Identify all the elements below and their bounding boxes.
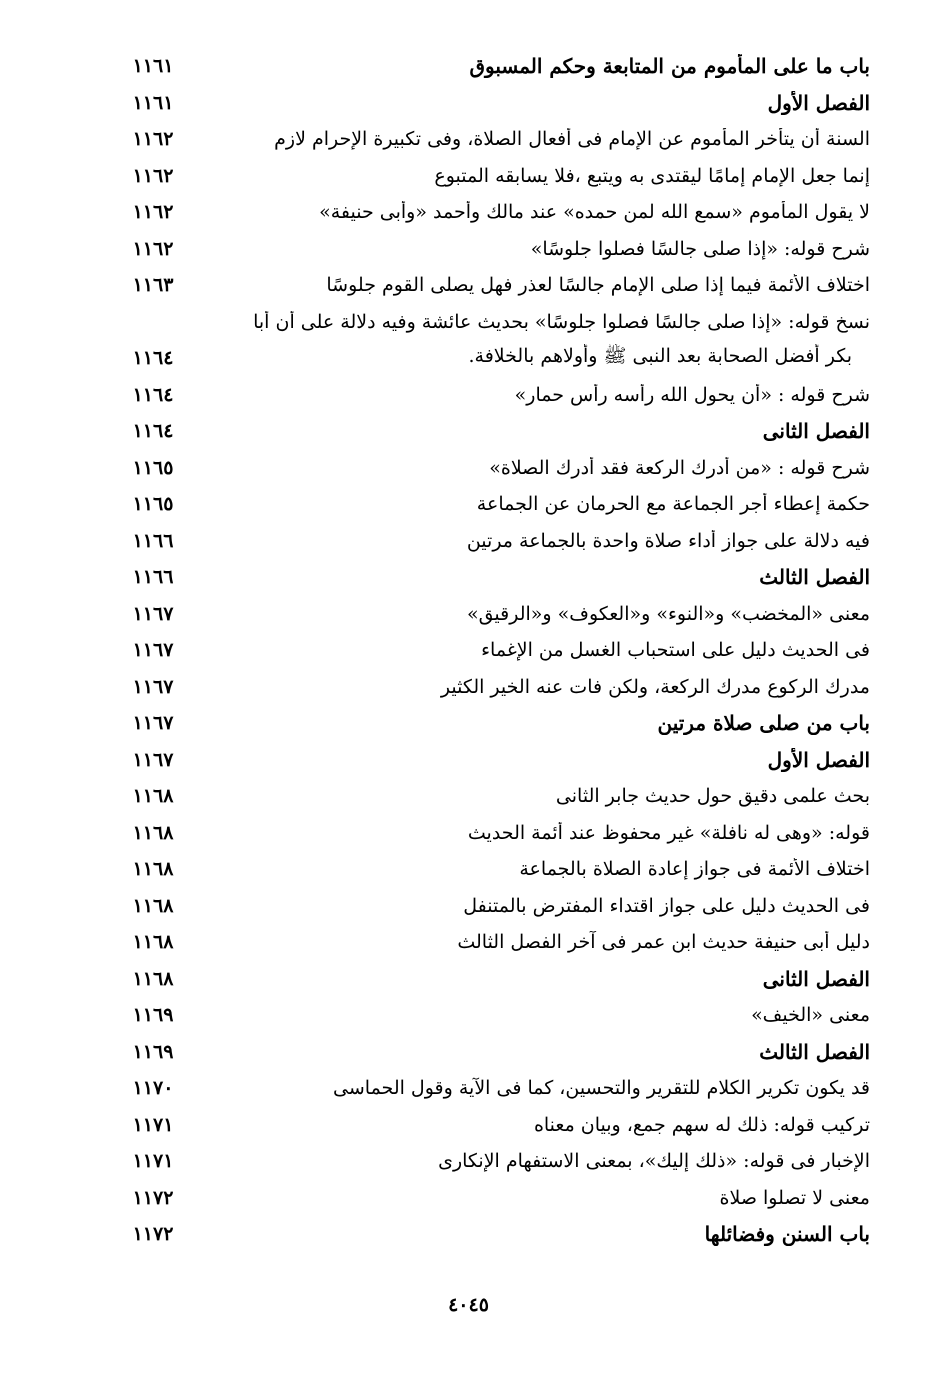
toc-entry-row xyxy=(118,267,870,304)
toc-heading-row xyxy=(118,48,870,85)
toc-entry-row xyxy=(118,377,870,414)
toc-page-number: ١١٦٥ xyxy=(132,456,174,479)
toc-entry-text: فى الحديث دليل على استحباب الغسل من الإغماء xyxy=(481,639,870,662)
toc-page-number: ١١٦٩ xyxy=(132,1004,174,1027)
toc-entry-row xyxy=(118,340,870,377)
toc-entry-row xyxy=(118,596,870,633)
toc-entry-text: شرح قوله: «إذا صلى جالسًا فصلوا جلوسًا» xyxy=(530,237,870,260)
toc-page-number: ١١٦٤ xyxy=(132,347,174,370)
toc-page-number: ١١٦٢ xyxy=(132,128,174,151)
toc-entry-row xyxy=(118,851,870,888)
toc-entry-text: شرح قوله : «أن يحول الله رأسه رأس حمار» xyxy=(514,383,870,406)
toc-entry-text: معنى «الخيف» xyxy=(751,1004,870,1027)
toc-page-number: ١١٦٧ xyxy=(132,748,174,771)
toc-entry-text: قوله: «وهى له نافلة» غير محفوظ عند أئمة الحديث xyxy=(467,821,870,844)
toc-entry-row xyxy=(118,888,870,925)
toc-heading-text: الفصل الثالث xyxy=(759,1039,870,1064)
toc-page-number: ١١٦٤ xyxy=(132,420,174,443)
toc-entry-row xyxy=(118,1107,870,1144)
toc-page-number: ١١٦٢ xyxy=(132,164,174,187)
toc-entry-text: حكمة إعطاء أجر الجماعة مع الحرمان عن الجماعة xyxy=(476,493,870,516)
toc-entry-row xyxy=(118,1180,870,1217)
page-number: ٤٠٤٥ xyxy=(448,1294,489,1316)
toc-entry-text: معنى «المخضب» و«النوء» و«العكوف» و«الرقيق» xyxy=(466,602,870,625)
toc-page-number: ١١٦٥ xyxy=(132,493,174,516)
toc-entry-row xyxy=(118,815,870,852)
toc-page-number: ١١٦٧ xyxy=(132,602,174,625)
toc-entry-text: بحث علمى دقيق حول حديث جابر الثانى xyxy=(555,785,870,808)
toc-page-number: ١١٦٨ xyxy=(132,821,174,844)
toc-entry-row xyxy=(118,778,870,815)
toc-entry-row xyxy=(118,158,870,195)
toc-entry-text: نسخ قوله: «إذا صلى جالسًا فصلوا جلوسًا» بحديث عائشة وفيه دلالة على أن أبا xyxy=(253,310,870,333)
toc-page-number: ١١٧٠ xyxy=(132,1077,174,1100)
toc-entry-row xyxy=(118,632,870,669)
toc-entry-text: قد يكون تكرير الكلام للتقرير والتحسين، كما فى الآية وقول الحماسى xyxy=(333,1077,870,1100)
toc-heading-text: باب ما على المأموم من المتابعة وحكم المسبوق xyxy=(469,54,870,79)
toc-page-number: ١١٦٧ xyxy=(132,712,174,735)
toc-heading-text: الفصل الثانى xyxy=(762,966,870,991)
toc-heading-text: الفصل الثالث xyxy=(759,565,870,590)
toc-entry-row xyxy=(118,669,870,706)
toc-page-number: ١١٦٣ xyxy=(132,274,174,297)
toc-page-number: ١١٧٢ xyxy=(132,1186,174,1209)
toc-page-number: ١١٦٨ xyxy=(132,894,174,917)
toc-entry-row xyxy=(118,924,870,961)
toc-heading-row xyxy=(118,85,870,122)
toc-page-number: ١١٧٢ xyxy=(132,1223,174,1246)
toc-heading-text: الفصل الأول xyxy=(767,747,870,772)
table-of-contents xyxy=(118,48,870,1253)
toc-page-number: ١١٧١ xyxy=(132,1150,174,1173)
toc-heading-text: باب من صلى صلاة مرتين xyxy=(657,711,870,736)
toc-heading-row xyxy=(118,705,870,742)
toc-entry-text: دليل أبى حنيفة حديث ابن عمر فى آخر الفصل الثالث xyxy=(457,931,870,954)
toc-page-number: ١١٦٨ xyxy=(132,858,174,881)
toc-entry-text: بكر أفضل الصحابة بعد النبى ﷺ وأولاهم بالخلافة. xyxy=(468,345,852,368)
toc-entry-text: الإخبار فى قوله: «ذلك إليك»، بمعنى الاستفهام الإنكارى xyxy=(438,1150,870,1173)
toc-entry-row xyxy=(118,304,870,341)
toc-entry-row xyxy=(118,486,870,523)
toc-entry-text: تركيب قوله: ذلك له سهم جمع، وبيان معناه xyxy=(533,1113,870,1136)
toc-entry-row xyxy=(118,997,870,1034)
toc-page-number: ١١٦٤ xyxy=(132,383,174,406)
toc-page-number: ١١٧١ xyxy=(132,1113,174,1136)
toc-page-number: ١١٦١ xyxy=(132,91,174,114)
toc-entry-text: إنما جعل الإمام إمامًا ليقتدى به ويتبع ،فلا يسابقه المتبوع xyxy=(434,164,870,187)
toc-entry-text: اختلاف الأئمة فى جواز إعادة الصلاة بالجماعة xyxy=(519,858,870,881)
toc-entry-row xyxy=(118,1070,870,1107)
toc-entry-row xyxy=(118,1143,870,1180)
toc-entry-row xyxy=(118,194,870,231)
toc-heading-row xyxy=(118,559,870,596)
toc-page-number: ١١٦٧ xyxy=(132,639,174,662)
toc-heading-row xyxy=(118,1216,870,1253)
toc-page-number: ١١٦١ xyxy=(132,55,174,78)
toc-entry-text: السنة أن يتأخر المأموم عن الإمام فى أفعال الصلاة، وفى تكبيرة الإحرام لازم xyxy=(274,128,870,151)
toc-entry-text: اختلاف الأئمة فيما إذا صلى الإمام جالسًا لعذر فهل يصلى القوم جلوسًا xyxy=(326,274,870,297)
toc-page-number: ١١٦٦ xyxy=(132,566,174,589)
toc-entry-text: مدرك الركوع مدرك الركعة، ولكن فات عنه الخير الكثير xyxy=(440,675,870,698)
toc-heading-row xyxy=(118,961,870,998)
toc-heading-row xyxy=(118,413,870,450)
toc-heading-row xyxy=(118,1034,870,1071)
toc-entry-text: لا يقول المأموم «سمع الله لمن حمده» عند مالك وأحمد «وأبى حنيفة» xyxy=(319,201,870,224)
toc-page-number: ١١٦٧ xyxy=(132,675,174,698)
toc-entry-row xyxy=(118,121,870,158)
toc-entry-row xyxy=(118,231,870,268)
toc-page-number: ١١٦٨ xyxy=(132,967,174,990)
toc-entry-text: فيه دلالة على جواز أداء صلاة واحدة بالجماعة مرتين xyxy=(466,529,870,552)
toc-page-number: ١١٦٩ xyxy=(132,1040,174,1063)
toc-entry-text: شرح قوله : «من أدرك الركعة فقد أدرك الصلاة» xyxy=(489,456,870,479)
toc-page-number: ١١٦٦ xyxy=(132,529,174,552)
toc-page-number: ١١٦٢ xyxy=(132,201,174,224)
toc-entry-row xyxy=(118,450,870,487)
toc-entry-row xyxy=(118,523,870,560)
toc-heading-text: الفصل الثانى xyxy=(762,419,870,444)
toc-heading-row xyxy=(118,742,870,779)
toc-heading-text: باب السنن وفضائلها xyxy=(704,1222,870,1247)
toc-page-number: ١١٦٨ xyxy=(132,931,174,954)
toc-page-number: ١١٦٢ xyxy=(132,237,174,260)
toc-entry-text: فى الحديث دليل على جواز اقتداء المفترض بالمتنفل xyxy=(463,894,870,917)
toc-heading-text: الفصل الأول xyxy=(767,90,870,115)
toc-page-number: ١١٦٨ xyxy=(132,785,174,808)
toc-entry-text: معنى لا تصلوا صلاة xyxy=(719,1186,870,1209)
